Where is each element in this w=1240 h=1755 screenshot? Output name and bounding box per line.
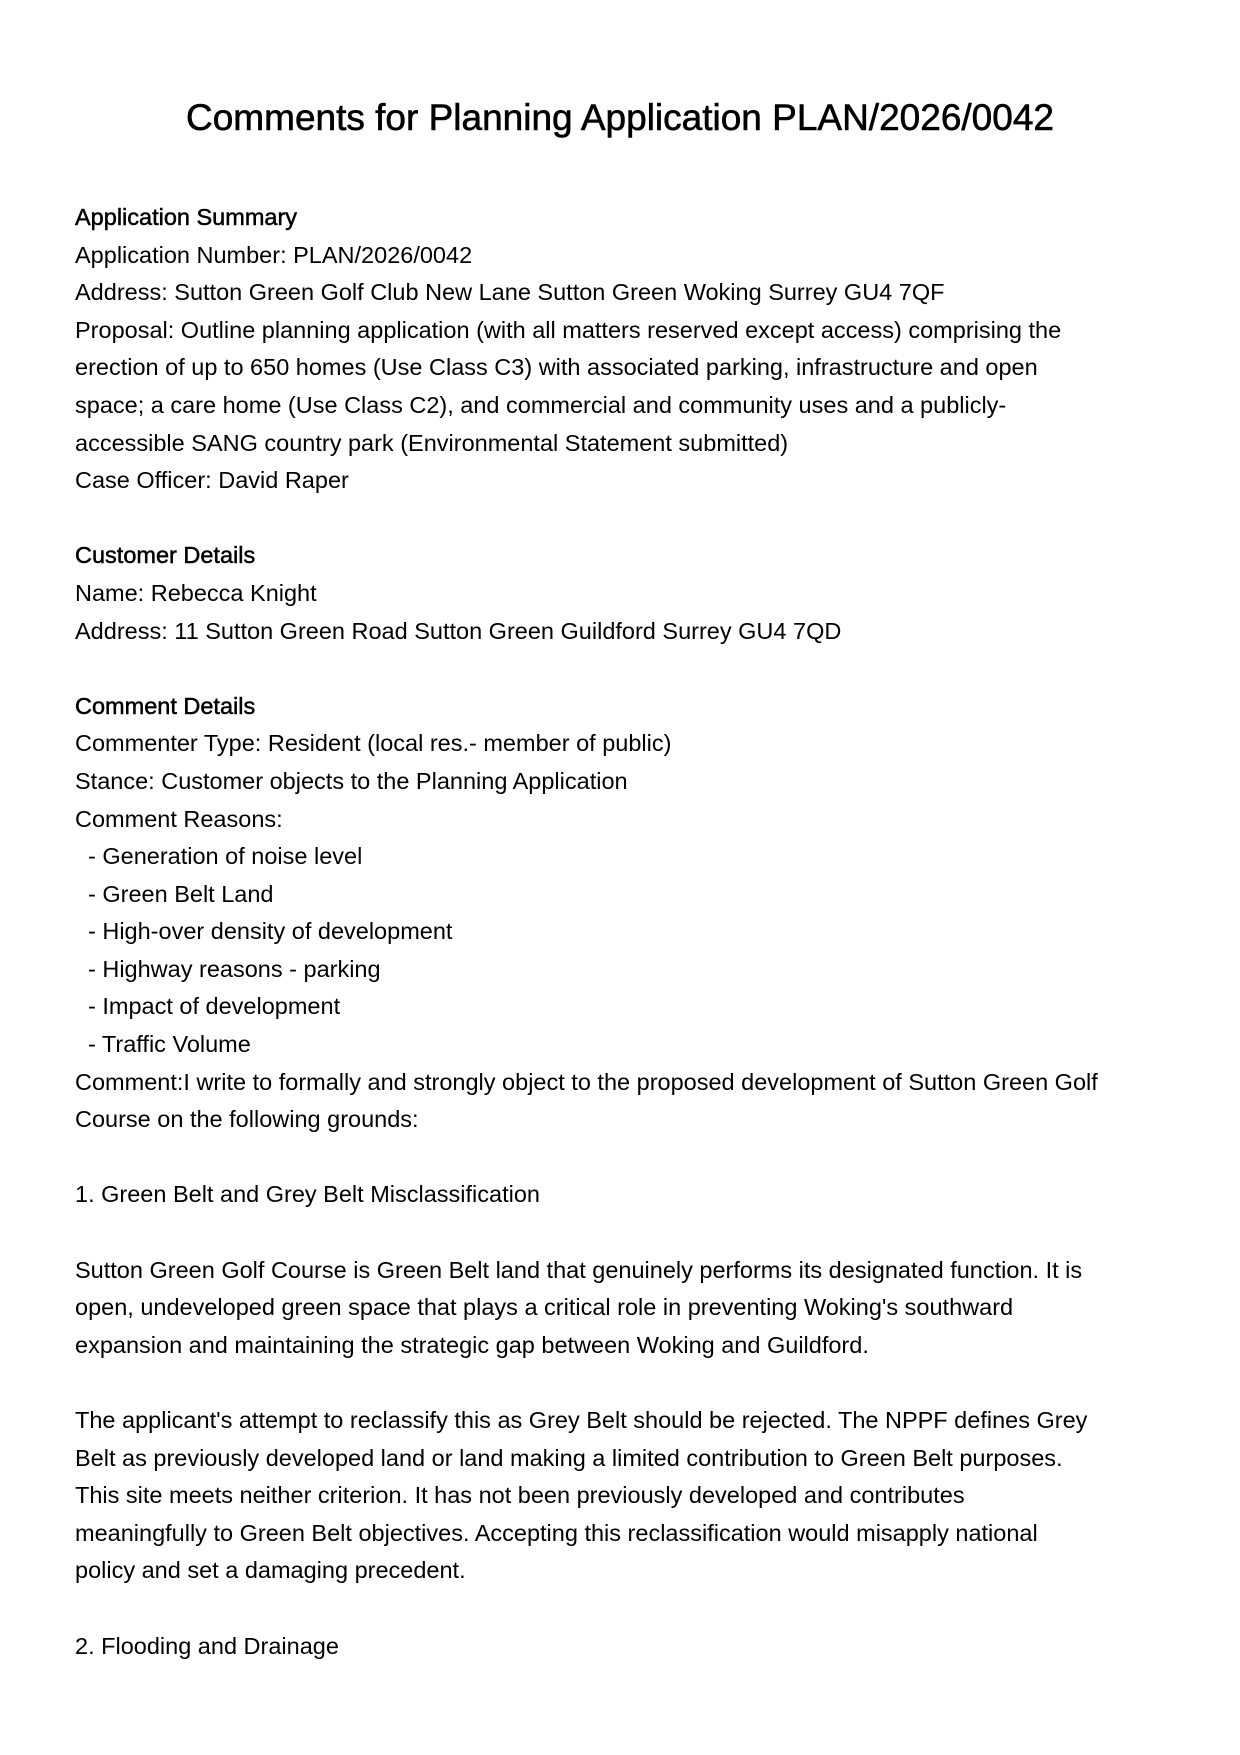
application-number: Application Number: PLAN/2026/0042 [75, 241, 473, 268]
comment-reason-item: - Generation of noise level [88, 843, 363, 870]
section-2-heading: 2. Flooding and Drainage [75, 1632, 339, 1659]
spacer [75, 1364, 1185, 1402]
comment-reason-item: - Traffic Volume [88, 1031, 251, 1058]
proposal-line: erection of up to 650 homes (Use Class C3) with associated parking, infrastructure and open [75, 354, 1038, 381]
section-1-heading: 1. Green Belt and Grey Belt Misclassification [75, 1181, 540, 1208]
proposal-line: Proposal: Outline planning application (with all matters reserved except access) comprising the [75, 316, 1062, 343]
comment-text-line: Course on the following grounds: [75, 1106, 419, 1133]
section-1-paragraph-2-line: meaningfully to Green Belt objectives. Accepting this reclassification would misapply national [75, 1519, 1038, 1546]
section-1-paragraph-1-line: open, undeveloped green space that plays a critical role in preventing Woking's southward [75, 1294, 1014, 1321]
application-address: Address: Sutton Green Golf Club New Lane Sutton Green Woking Surrey GU4 7QF [75, 279, 945, 306]
document-content [75, 199, 1185, 1665]
section-1-paragraph-2-line: Belt as previously developed land or land making a limited contribution to Green Belt purposes. [75, 1444, 1063, 1471]
section-1-paragraph-2-line: policy and set a damaging precedent. [75, 1557, 466, 1584]
section-1-paragraph-2-line: The applicant's attempt to reclassify this as Grey Belt should be rejected. The NPPF defines Grey [75, 1407, 1088, 1433]
spacer [75, 500, 1185, 538]
spacer [75, 650, 1185, 688]
comment-text-line: Comment:I write to formally and strongly object to the proposed development of Sutton Green Golf [75, 1068, 1098, 1095]
proposal-line: accessible SANG country park (Environmental Statement submitted) [75, 429, 789, 456]
comment-details-heading: Comment Details [75, 692, 256, 719]
spacer [75, 1590, 1185, 1628]
commenter-type: Commenter Type: Resident (local res.- member of public) [75, 730, 672, 757]
application-summary-heading: Application Summary [75, 204, 298, 230]
stance: Stance: Customer objects to the Planning Application [75, 767, 628, 794]
section-1-paragraph-2-line: This site meets neither criterion. It has not been previously developed and contributes [75, 1482, 965, 1509]
application-summary-section [75, 199, 1185, 500]
page-title: Comments for Planning Application PLAN/2026/0042 [186, 97, 1054, 138]
section-1-paragraph-1-line: expansion and maintaining the strategic gap between Woking and Guildford. [75, 1331, 869, 1358]
comment-reasons-label: Comment Reasons: [75, 805, 283, 832]
comment-reason-item: - Highway reasons - parking [88, 955, 381, 982]
comment-reason-item: - High-over density of development [88, 918, 453, 945]
comment-reason-item: - Green Belt Land [88, 880, 274, 907]
comment-details-section [75, 688, 1185, 1665]
comment-reason-item: - Impact of development [88, 993, 341, 1020]
customer-details-section [75, 537, 1185, 650]
section-1-paragraph-1-line: Sutton Green Golf Course is Green Belt land that genuinely performs its designated function. It is [75, 1256, 1083, 1283]
spacer [75, 1139, 1185, 1177]
spacer [75, 1214, 1185, 1252]
customer-address: Address: 11 Sutton Green Road Sutton Green Guildford Surrey GU4 7QD [75, 617, 842, 644]
customer-details-heading: Customer Details [75, 542, 256, 569]
case-officer: Case Officer: David Raper [75, 467, 349, 494]
proposal-line: space; a care home (Use Class C2), and commercial and community uses and a publicly- [75, 391, 1007, 418]
customer-name: Name: Rebecca Knight [75, 579, 317, 606]
